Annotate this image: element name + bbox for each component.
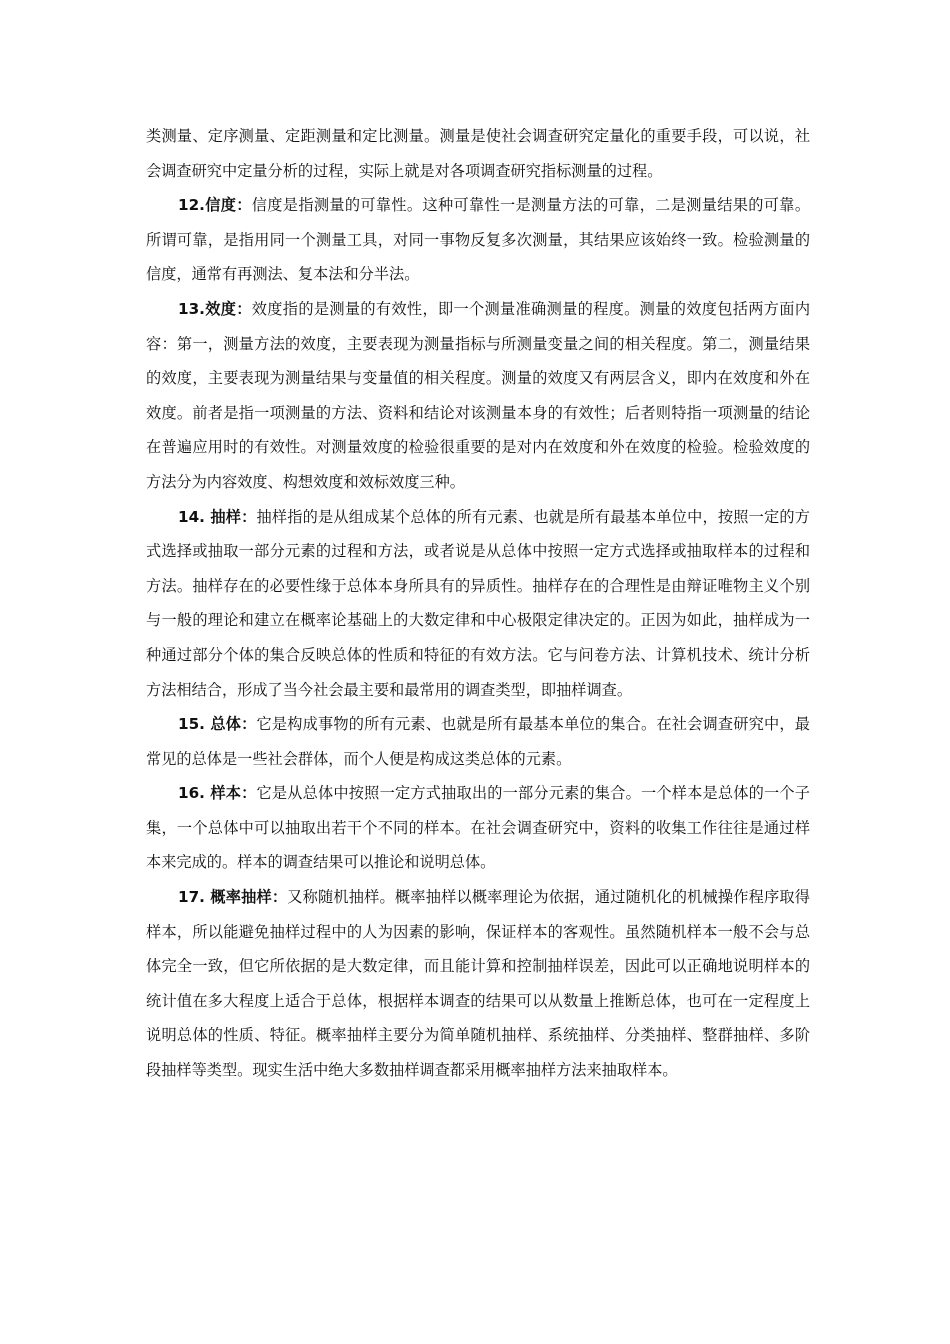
paragraph-text: 效度指的是测量的有效性，即一个测量准确测量的程度。测量的效度包括两方面内容：第一，测量方法的效度，主要表现为测量指标与所测量变量之间的相关程度。第二，测量结果的效度，主要表现为测量结果与变量值的相关程度。测量的效度又有两层含义，即内在效度和外在效度。前者是指一项测量的方法、资料和结论对该测量本身的有效性；后者则特指一项测量的结论在普遍应用时的有效性。对测量效度的检验很重要的是对内在效度和外在效度的检验。检验效度的方法分为内容效度、构想效度和效标效度三种。 [146,299,811,491]
paragraph-validity [146,292,810,500]
paragraph-reliability [146,188,810,292]
term-heading: 15. 总体： [178,715,257,734]
term-heading: 16. 样本： [178,784,257,803]
paragraph-text: 又称随机抽样。概率抽样以概率理论为依据，通过随机化的机械操作程序取得样本，所以能避免抽样过程中的人为因素的影响，保证样本的客观性。虽然随机样本一般不会与总体完全一致，但它所依据的是大数定律，而且能计算和控制抽样误差，因此可以正确地说明样本的统计值在多大程度上适合于总体，根据样本调查的结果可以从数量上推断总体，也可在一定程度上说明总体的性质、特征。概率抽样主要分为简单随机抽样、系统抽样、分类抽样、整群抽样、多阶段抽样等类型。现实生活中绝大多数抽样调查都采用概率抽样方法来抽取样本。 [146,888,810,1080]
paragraph-sample [146,776,810,880]
term-heading: 13.效度： [178,299,252,318]
term-heading: 17. 概率抽样： [178,888,288,907]
paragraph-continuation [146,119,810,188]
paragraph-text: 它是构成事物的所有元素、也就是所有最基本单位的集合。在社会调查研究中，最常见的总体是一些社会群体，而个人便是构成这类总体的元素。 [146,715,810,768]
paragraph-probability-sampling [146,880,810,1088]
paragraph-sampling [146,500,810,708]
term-heading: 14. 抽样： [178,507,257,526]
paragraph-population [146,707,810,776]
paragraph-text: 信度是指测量的可靠性。这种可靠性一是测量方法的可靠，二是测量结果的可靠。所谓可靠，是指用同一个测量工具，对同一事物反复多次测量，其结果应该始终一致。检验测量的信度，通常有再测法、复本法和分半法。 [146,196,811,284]
paragraph-text: 类测量、定序测量、定距测量和定比测量。测量是使社会调查研究定量化的重要手段，可以说，社会调查研究中定量分析的过程，实际上就是对各项调查研究指标测量的过程。 [146,127,810,180]
paragraph-text: 它是从总体中按照一定方式抽取出的一部分元素的集合。一个样本是总体的一个子集，一个总体中可以抽取出若干个不同的样本。在社会调查研究中，资料的收集工作往往是通过样本来完成的。样本的调查结果可以推论和说明总体。 [146,784,810,872]
document-body [146,119,810,1088]
term-heading: 12.信度： [178,196,252,215]
paragraph-text: 抽样指的是从组成某个总体的所有元素、也就是所有最基本单位中，按照一定的方式选择或抽取一部分元素的过程和方法，或者说是从总体中按照一定方式选择或抽取样本的过程和方法。抽样存在的必要性缘于总体本身所具有的异质性。抽样存在的合理性是由辩证唯物主义个别与一般的理论和建立在概率论基础上的大数定律和中心极限定律决定的。正因为如此，抽样成为一种通过部分个体的集合反映总体的性质和特征的有效方法。它与问卷方法、计算机技术、统计分析方法相结合，形成了当今社会最主要和最常用的调查类型，即抽样调查。 [146,507,810,699]
